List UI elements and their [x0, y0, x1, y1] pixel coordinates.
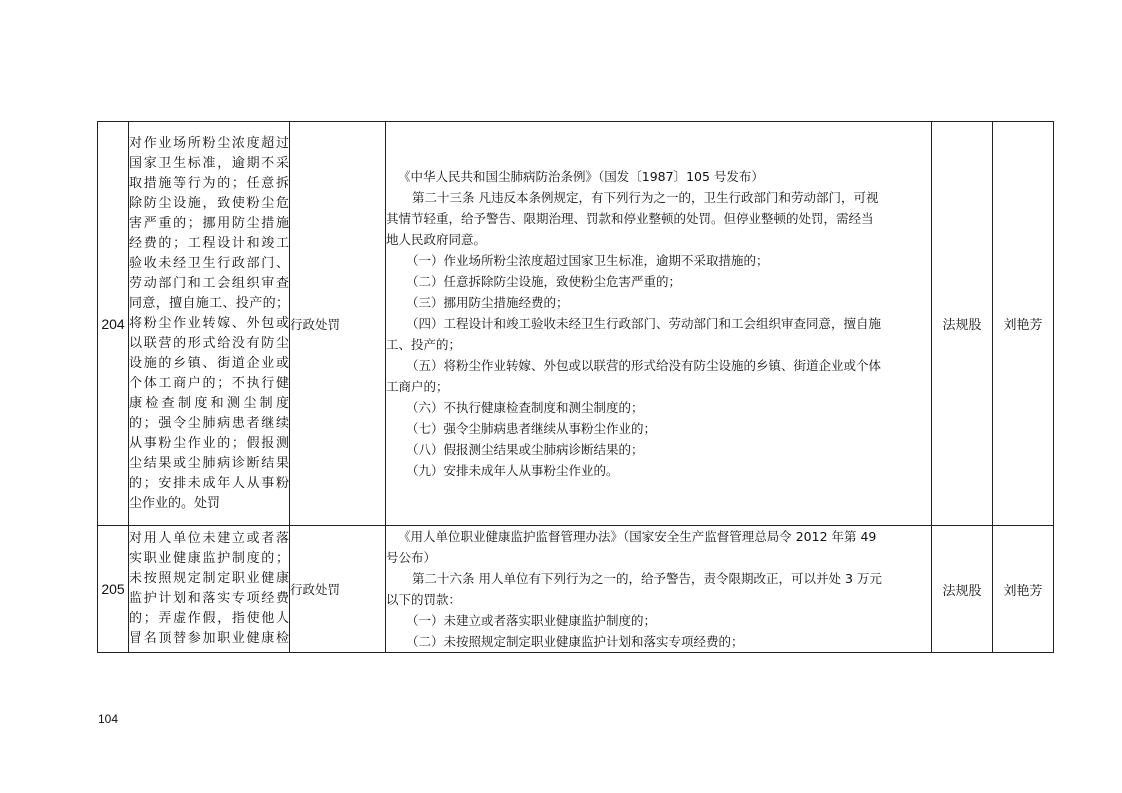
item-line: 对用人单位未建立或者落 — [129, 531, 289, 546]
basis-line: 《用人单位职业健康监护监督管理办法》（国家安全生产监督管理总局令 2012 年第 49 — [398, 529, 877, 544]
item-line: 国家卫生标准，逾期不采 — [129, 155, 289, 171]
basis-line: 工、投产的； — [386, 337, 462, 352]
item-line: 的；强令尘肺病患者继续 — [129, 415, 289, 431]
penalty-item-cell — [129, 526, 290, 653]
department: 法规股 — [932, 122, 993, 526]
basis-line: （二）任意拆除防尘设施，致使粉尘危害严重的； — [406, 274, 682, 289]
item-line: 康检查制度和测尘制度 — [129, 395, 289, 411]
row-number: 205 — [98, 526, 129, 653]
basis-line: 第二十三条 凡违反本条例规定，有下列行为之一的，卫生行政部门和劳动部门，可视 — [412, 190, 879, 205]
basis-line: 《中华人民共和国尘肺病防治条例》（国发〔1987〕105 号发布） — [398, 169, 764, 184]
basis-line: （二）未按照规定制定职业健康监护计划和落实专项经费的； — [406, 634, 744, 649]
table-row — [98, 122, 1054, 526]
basis-line: （六）不执行健康检查制度和测尘制度的； — [406, 400, 644, 415]
basis-line: （七）强令尘肺病患者继续从事粉尘作业的； — [406, 421, 657, 436]
legal-basis-cell — [386, 122, 932, 526]
item-line: 设施的乡镇、街道企业或 — [129, 355, 289, 371]
penalty-type: 行政处罚 — [290, 526, 386, 653]
item-line: 个体工商户的；不执行健 — [129, 375, 289, 391]
item-line: 尘结果或尘肺病诊断结果 — [129, 455, 289, 471]
legal-basis-cell — [386, 526, 932, 653]
item-line: 尘作业的。处罚 — [129, 495, 221, 511]
item-line: 验收未经卫生行政部门、 — [129, 255, 289, 271]
basis-line: （一）作业场所粉尘浓度超过国家卫生标准，逾期不采取措施的； — [406, 253, 769, 268]
item-line: 冒名顶替参加职业健康检 — [129, 631, 289, 646]
item-line: 同意，擅自施工、投产的； — [129, 295, 289, 311]
basis-line: 第二十六条 用人单位有下列行为之一的，给予警告，责令限期改正，可以并处 3 万元 — [412, 571, 882, 586]
department: 法规股 — [932, 526, 993, 653]
item-line: 未按照规定制定职业健康 — [129, 571, 289, 586]
basis-line: 以下的罚款： — [386, 592, 462, 607]
item-line: 实职业健康监护制度的； — [129, 551, 289, 566]
responsible-person: 刘艳芳 — [993, 122, 1054, 526]
item-line: 的；安排未成年人从事粉 — [129, 475, 289, 491]
item-line: 除防尘设施，致使粉尘危 — [129, 195, 289, 211]
item-line: 以联营的形式给没有防尘 — [129, 335, 289, 351]
item-line: 监护计划和落实专项经费 — [129, 591, 289, 606]
item-line: 的；弄虚作假，指使他人 — [129, 611, 289, 626]
penalty-table — [97, 121, 1054, 653]
basis-line: 工商户的； — [386, 379, 449, 394]
item-line: 经费的；工程设计和竣工 — [129, 235, 289, 251]
item-line: 从事粉尘作业的；假报测 — [129, 435, 289, 451]
item-line: 劳动部门和工会组织审查 — [129, 275, 289, 291]
responsible-person: 刘艳芳 — [993, 526, 1054, 653]
item-line: 害严重的；挪用防尘措施 — [129, 215, 289, 231]
basis-line: 号公布） — [386, 550, 437, 565]
item-line: 对作业场所粉尘浓度超过 — [129, 135, 289, 151]
basis-line: 其情节轻重，给予警告、限期治理、罚款和停业整顿的处罚。但停业整顿的处罚，需经当 — [386, 211, 874, 226]
basis-line: 地人民政府同意。 — [386, 232, 487, 247]
basis-line: （三）挪用防尘措施经费的； — [406, 295, 569, 310]
penalty-type: 行政处罚 — [290, 122, 386, 526]
basis-line: （九）安排未成年人从事粉尘作业的。 — [406, 463, 619, 478]
penalty-item-cell — [129, 122, 290, 526]
basis-line: （一）未建立或者落实职业健康监护制度的； — [406, 613, 657, 628]
item-line: 将粉尘作业转嫁、外包或 — [129, 315, 289, 331]
basis-line: （八）假报测尘结果或尘肺病诊断结果的； — [406, 442, 644, 457]
basis-line: （五）将粉尘作业转嫁、外包或以联营的形式给没有防尘设施的乡镇、街道企业或个体 — [406, 358, 882, 373]
basis-line: （四）工程设计和竣工验收未经卫生行政部门、劳动部门和工会组织审查同意，擅自施 — [406, 316, 882, 331]
row-number: 204 — [98, 122, 129, 526]
item-line: 取措施等行为的；任意拆 — [129, 175, 289, 191]
page-number: 104 — [98, 712, 119, 726]
table-row — [98, 526, 1054, 653]
